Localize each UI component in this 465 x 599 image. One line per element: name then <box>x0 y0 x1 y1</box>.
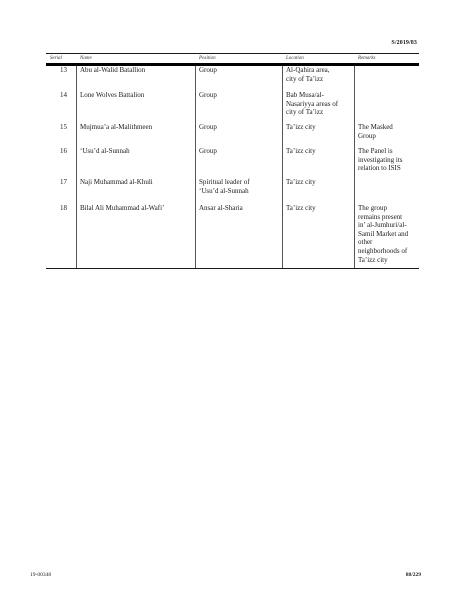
cell-name: Abu al-Walid Batallion <box>80 66 146 74</box>
cell-remarks: The Panel is investigating its relation to ISIS <box>358 147 403 173</box>
column-divider <box>282 66 283 268</box>
cell-serial: 18 <box>60 204 67 212</box>
cell-position: Spiritual leader of ‘Usu’d al-Sunnah <box>199 178 250 195</box>
cell-position: Group <box>199 123 217 131</box>
footer-page-number: 88/229 <box>405 572 421 578</box>
cell-location: Bab Musa/al- Nasariyya areas of city of Ta’izz <box>286 91 339 117</box>
cell-location: Ta’izz city <box>286 123 316 131</box>
cell-location: Ta’izz city <box>286 204 316 212</box>
header-name: Name <box>80 56 92 61</box>
cell-serial: 16 <box>60 147 67 155</box>
cell-position: Group <box>199 147 217 155</box>
cell-location: Al-Qahira area, city of Ta’izz <box>286 66 330 83</box>
cell-serial: 13 <box>60 66 67 74</box>
cell-serial: 17 <box>60 178 67 186</box>
table-bottom-rule <box>46 268 419 269</box>
cell-location: Ta’izz city <box>286 147 316 155</box>
cell-name: Naji Muhammad al-Khuli <box>80 178 153 186</box>
header-serial: Serial <box>50 56 62 61</box>
cell-name: Bilal Ali Muhammad al-Wafi’ <box>80 204 165 212</box>
footer-job-number: 19-00348 <box>30 572 52 578</box>
cell-serial: 14 <box>60 91 67 99</box>
cell-name: Mujmua’a al-Malithmeen <box>80 123 153 131</box>
cell-location: Ta’izz city <box>286 178 316 186</box>
cell-remarks: The group remains present in’ al-Jumhuri/al- Samil Market and other neighborhoods of Ta’izz city <box>358 204 409 264</box>
cell-remarks: The Masked Group <box>358 123 393 140</box>
document-symbol: S/2019/83 <box>391 40 417 46</box>
cell-name: ‘Usu’d al-Sunnah <box>80 147 130 155</box>
cell-position: Ansar al-Sharia <box>199 204 243 212</box>
column-divider <box>354 66 355 268</box>
cell-name: Lone Wolves Battalion <box>80 91 145 99</box>
header-remarks: Remarks <box>358 56 376 61</box>
cell-position: Group <box>199 91 217 99</box>
cell-serial: 15 <box>60 123 67 131</box>
column-divider <box>195 66 196 268</box>
cell-position: Group <box>199 66 217 74</box>
table-body <box>46 66 419 268</box>
column-divider <box>76 66 77 268</box>
header-location: Location <box>286 56 304 61</box>
table-top-rule <box>46 53 419 54</box>
header-position: Position <box>199 56 216 61</box>
